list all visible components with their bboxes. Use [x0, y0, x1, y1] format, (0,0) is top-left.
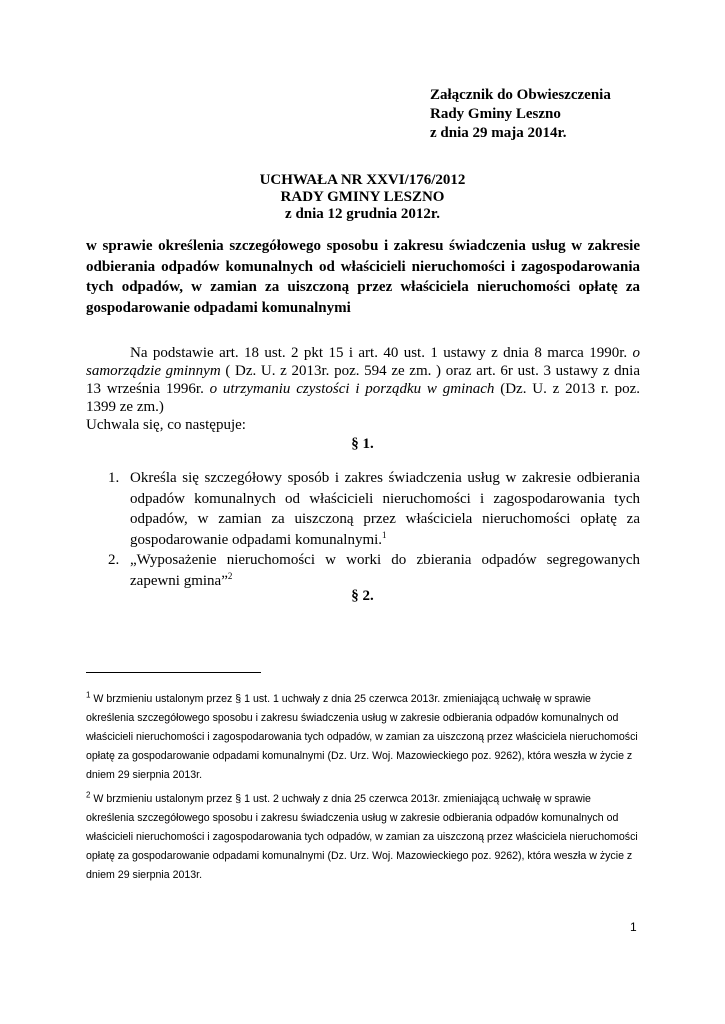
footnote-mark: 1: [86, 690, 91, 700]
footnote-mark: 2: [86, 790, 91, 800]
footnote-text: W brzmieniu ustalonym przez § 1 ust. 1 uchwały z dnia 25 czerwca 2013r. zmieniającą uchwałę w sprawie określenia szczegółowego sposobu i zakresu świadczenia usług w zakresie odbierania odpadów komunalnych od właścicieli nieruchomości i zagospodarowania tych odpadów, w zamian za uiszczoną przez właściciela nieruchomości opłatę za gospodarowanie odpadami komunalnymi (Dz. Urz. Woj. Mazowieckiego poz. 9262), która weszła w życie z dniem 29 sierpnia 2013r.: [86, 693, 638, 781]
footnote-ref-2[interactable]: 2: [227, 570, 233, 581]
enactment-clause: Uchwala się, co następuje:: [86, 417, 246, 433]
act-title-2: o utrzymaniu czystości i porządku w gminach: [209, 381, 495, 397]
legal-basis-part-2: ( Dz. U. z 2013r. poz. 594 ze zm. ) oraz art. 6r ust. 3 ustawy z dnia 13 września 1996r.: [86, 363, 641, 397]
legal-basis-part-1: Na podstawie art. 18 ust. 2 pkt 15 i art. 40 ust. 1 ustawy z dnia 8 marca 1990r.: [130, 345, 633, 361]
act-title-1: o samorządzie gminnym: [86, 345, 640, 379]
section-1-list: [86, 468, 640, 591]
annex-line-2: Rady Gminy Leszno: [430, 106, 561, 122]
footnote-ref-1[interactable]: 1: [382, 529, 387, 540]
section-2-heading: § 2.: [351, 588, 374, 604]
list-item: [86, 468, 640, 550]
legal-basis: [86, 344, 640, 416]
resolution-authority: RADY GMINY LESZNO: [280, 189, 445, 205]
list-item-text: Określa się szczegółowy sposób i zakres świadczenia usług w zakresie odbierania odpadów komunalnych od właścicieli nieruchomości i zagospodarowania tych odpadów, w zamian za uiszczoną przez właściciela nieruchomości opłatę za gospodarowanie odpadami komunalnymi.: [130, 470, 640, 548]
resolution-subject: w sprawie określenia szczegółowego sposobu i zakresu świadczenia usług w zakresie odbierania odpadów komunalnych od właścicieli nieruchomości i zagospodarowania tych odpadów, w zamian za uiszczoną przez właściciela nieruchomości opłatę za gospodarowanie odpadami komunalnymi: [86, 238, 640, 316]
resolution-header: [0, 172, 725, 223]
annex-line-3: z dnia 29 maja 2014r.: [430, 125, 567, 141]
legal-basis-part-3: (Dz. U. z 2013 r. poz. 1399 ze zm.): [86, 381, 640, 415]
resolution-number: UCHWAŁA NR XXVI/176/2012: [259, 172, 466, 188]
preamble: [86, 344, 640, 434]
list-item-number: 1.: [108, 470, 120, 486]
footnote-separator: [86, 672, 261, 673]
annex-line-1: Załącznik do Obwieszczenia: [430, 87, 611, 103]
footnote-1: [86, 690, 642, 785]
list-item: [86, 550, 640, 591]
section-1-heading: § 1.: [351, 436, 374, 452]
list-item-number: 2.: [108, 552, 120, 568]
footnote-text: W brzmieniu ustalonym przez § 1 ust. 2 uchwały z dnia 25 czerwca 2013r. zmieniającą uchwałę w sprawie określenia szczegółowego sposobu i zakresu świadczenia usług w zakresie odbierania odpadów komunalnych od właścicieli nieruchomości i zagospodarowania tych odpadów, w zamian za uiszczoną przez właściciela nieruchomości opłatę za gospodarowanie odpadami komunalnymi (Dz. Urz. Woj. Mazowieckiego poz. 9262), która weszła w życie z dniem 29 sierpnia 2013r.: [86, 793, 638, 881]
annex-note: [430, 86, 611, 143]
resolution-date: z dnia 12 grudnia 2012r.: [285, 206, 440, 222]
list-item-text: „Wyposażenie nieruchomości w worki do zbierania odpadów segregowanych zapewni gmina”: [130, 552, 640, 589]
page-number: 1: [630, 920, 637, 934]
footnote-2: [86, 790, 642, 885]
